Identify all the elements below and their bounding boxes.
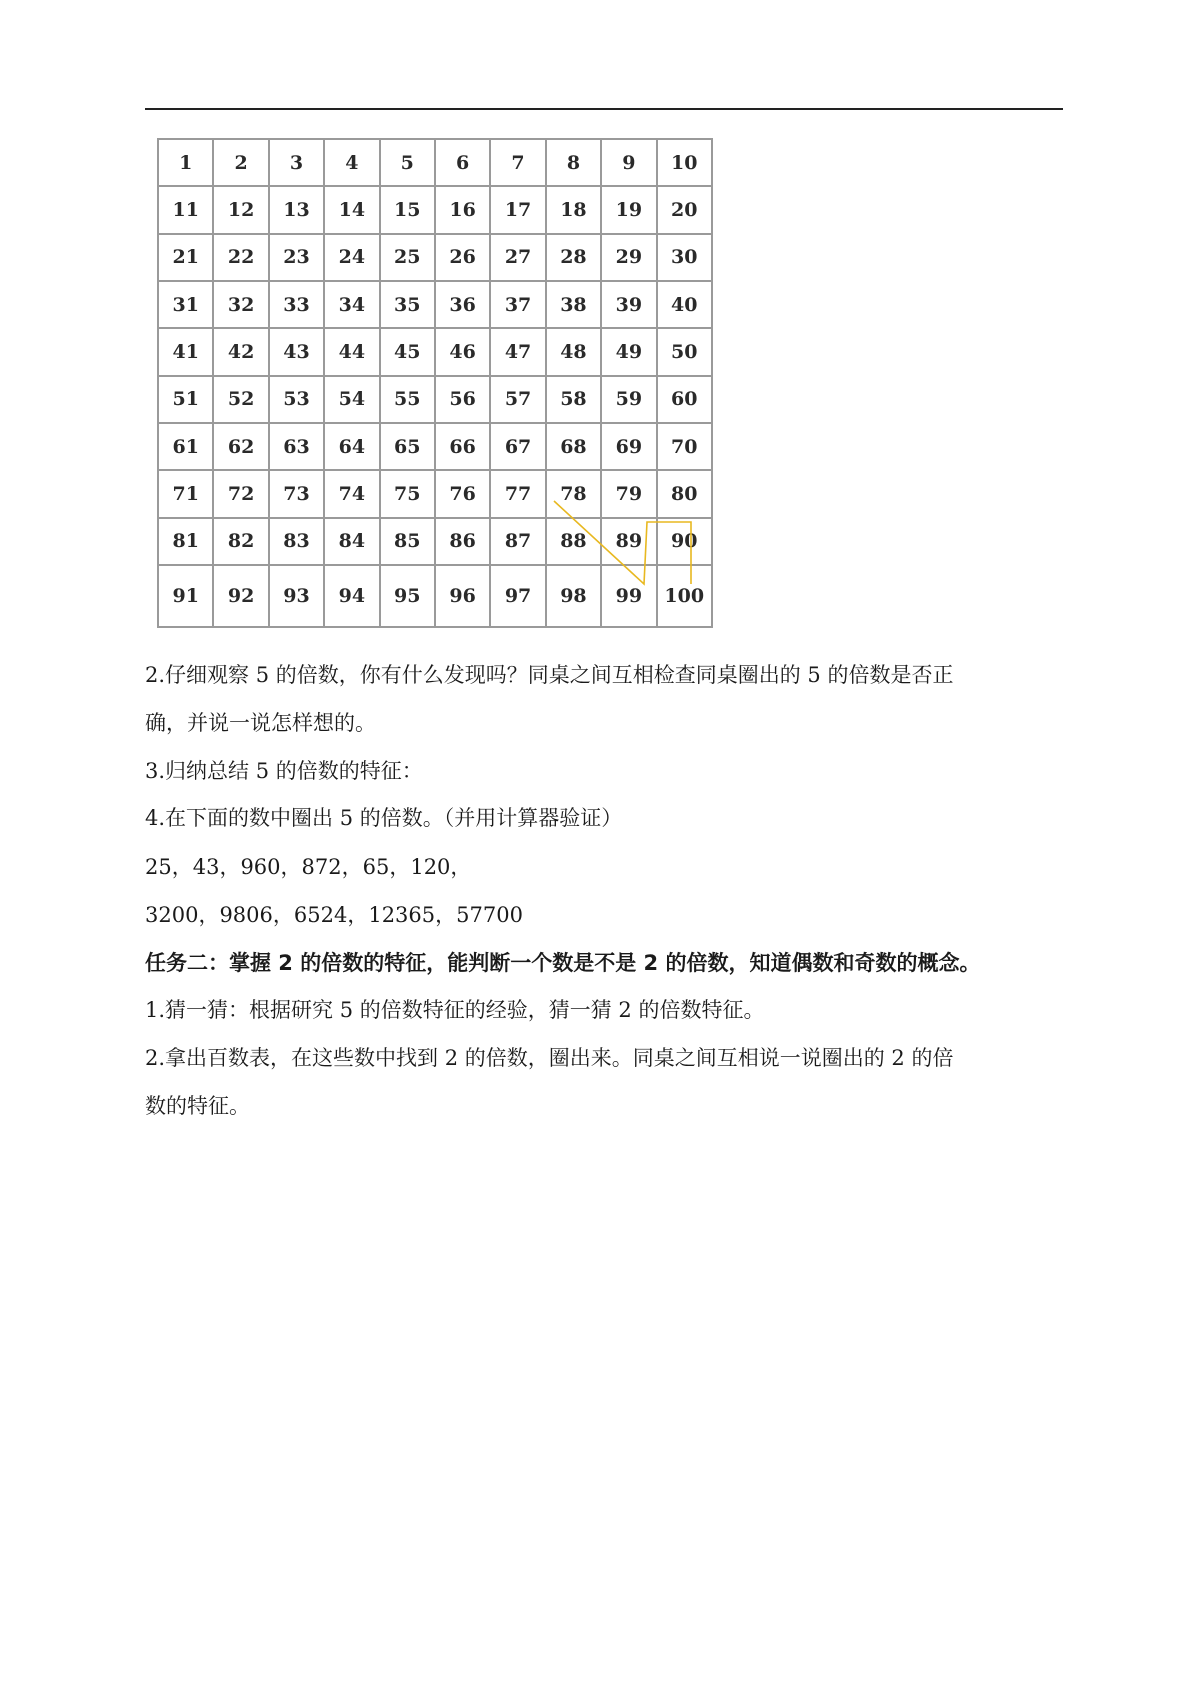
table-row: [158, 139, 712, 186]
table-cell: 53: [269, 376, 324, 423]
table-cell: 11: [158, 186, 213, 233]
table-cell: 51: [158, 376, 213, 423]
table-cell: 23: [269, 234, 324, 281]
table-cell: 48: [546, 328, 601, 375]
table-cell: 84: [324, 518, 379, 565]
table-cell: 61: [158, 423, 213, 470]
table-row: [158, 376, 712, 423]
table-cell: 41: [158, 328, 213, 375]
table-cell: 13: [269, 186, 324, 233]
table-cell: 22: [213, 234, 268, 281]
table-cell: 99: [601, 565, 656, 627]
table-cell: 5: [380, 139, 435, 186]
table-cell: 75: [380, 470, 435, 517]
table-cell: 14: [324, 186, 379, 233]
table-cell: 81: [158, 518, 213, 565]
table-cell: 56: [435, 376, 490, 423]
table-cell: 25: [380, 234, 435, 281]
table-row: [158, 470, 712, 517]
table-cell: 86: [435, 518, 490, 565]
table-cell: 63: [269, 423, 324, 470]
table-cell: 78: [546, 470, 601, 517]
table-cell: 71: [158, 470, 213, 517]
table-cell: 87: [490, 518, 545, 565]
table-cell: 21: [158, 234, 213, 281]
table-cell: 58: [546, 376, 601, 423]
table-cell: 8: [546, 139, 601, 186]
numbers-line-1: 25，43，960，872，65，120，: [145, 855, 472, 879]
table-row: [158, 234, 712, 281]
table-row: [158, 281, 712, 328]
table-cell: 9: [601, 139, 656, 186]
table-cell: 46: [435, 328, 490, 375]
table-cell: 97: [490, 565, 545, 627]
table-cell: 38: [546, 281, 601, 328]
table-cell: 2: [213, 139, 268, 186]
table-cell: 10: [657, 139, 712, 186]
table-cell: 64: [324, 423, 379, 470]
table-cell: 65: [380, 423, 435, 470]
table-cell: 34: [324, 281, 379, 328]
table-cell: 50: [657, 328, 712, 375]
table-cell: 67: [490, 423, 545, 470]
task-2-heading: 任务二：掌握 2 的倍数的特征，能判断一个数是不是 2 的倍数，知道偶数和奇数的概念。: [145, 951, 981, 975]
hundred-table: [157, 138, 713, 628]
table-row: [158, 565, 712, 627]
table-cell: 68: [546, 423, 601, 470]
table-cell: 40: [657, 281, 712, 328]
table-cell: 90: [657, 518, 712, 565]
table-cell: 15: [380, 186, 435, 233]
table-cell: 30: [657, 234, 712, 281]
table-cell: 33: [269, 281, 324, 328]
table-cell: 18: [546, 186, 601, 233]
table-row: [158, 186, 712, 233]
table-cell: 59: [601, 376, 656, 423]
table-cell: 28: [546, 234, 601, 281]
table-cell: 89: [601, 518, 656, 565]
table-cell: 72: [213, 470, 268, 517]
table-cell: 39: [601, 281, 656, 328]
table-cell: 52: [213, 376, 268, 423]
table-cell: 100: [657, 565, 712, 627]
table-cell: 4: [324, 139, 379, 186]
table-cell: 37: [490, 281, 545, 328]
table-cell: 69: [601, 423, 656, 470]
table-cell: 12: [213, 186, 268, 233]
table-cell: 96: [435, 565, 490, 627]
table-cell: 20: [657, 186, 712, 233]
table-cell: 55: [380, 376, 435, 423]
table-cell: 76: [435, 470, 490, 517]
table-cell: 43: [269, 328, 324, 375]
task-2-item-1: 1.猜一猜：根据研究 5 的倍数特征的经验，猜一猜 2 的倍数特征。: [145, 998, 765, 1022]
table-cell: 17: [490, 186, 545, 233]
table-cell: 92: [213, 565, 268, 627]
table-cell: 91: [158, 565, 213, 627]
table-cell: 49: [601, 328, 656, 375]
table-cell: 35: [380, 281, 435, 328]
table-cell: 62: [213, 423, 268, 470]
table-cell: 57: [490, 376, 545, 423]
table-cell: 85: [380, 518, 435, 565]
table-cell: 45: [380, 328, 435, 375]
header-rule: [145, 108, 1063, 110]
table-cell: 94: [324, 565, 379, 627]
table-cell: 93: [269, 565, 324, 627]
table-cell: 7: [490, 139, 545, 186]
table-cell: 83: [269, 518, 324, 565]
table-cell: 70: [657, 423, 712, 470]
table-row: [158, 328, 712, 375]
table-cell: 80: [657, 470, 712, 517]
paragraph-2-line-2: 确，并说一说怎样想的。: [145, 711, 376, 735]
table-cell: 88: [546, 518, 601, 565]
task-2-item-2-line-2: 数的特征。: [145, 1094, 250, 1118]
table-cell: 60: [657, 376, 712, 423]
table-row: [158, 518, 712, 565]
table-row: [158, 423, 712, 470]
numbers-line-2: 3200，9806，6524，12365，57700: [145, 903, 523, 927]
table-cell: 24: [324, 234, 379, 281]
task-2-item-2-line-1: 2.拿出百数表，在这些数中找到 2 的倍数，圈出来。同桌之间互相说一说圈出的 2 的倍: [145, 1046, 954, 1070]
table-cell: 16: [435, 186, 490, 233]
table-cell: 79: [601, 470, 656, 517]
table-cell: 32: [213, 281, 268, 328]
paragraph-3: 3.归纳总结 5 的倍数的特征：: [145, 759, 423, 783]
table-cell: 36: [435, 281, 490, 328]
table-cell: 19: [601, 186, 656, 233]
table-cell: 44: [324, 328, 379, 375]
table-cell: 1: [158, 139, 213, 186]
table-cell: 26: [435, 234, 490, 281]
table-cell: 82: [213, 518, 268, 565]
table-cell: 42: [213, 328, 268, 375]
paragraph-2-line-1: 2.仔细观察 5 的倍数，你有什么发现吗？同桌之间互相检查同桌圈出的 5 的倍数是否正: [145, 663, 954, 687]
table-cell: 54: [324, 376, 379, 423]
table-cell: 3: [269, 139, 324, 186]
paragraph-4: 4.在下面的数中圈出 5 的倍数。（并用计算器验证）: [145, 806, 623, 830]
table-cell: 47: [490, 328, 545, 375]
table-cell: 66: [435, 423, 490, 470]
table-cell: 98: [546, 565, 601, 627]
table-cell: 74: [324, 470, 379, 517]
table-cell: 73: [269, 470, 324, 517]
table-cell: 77: [490, 470, 545, 517]
table-cell: 95: [380, 565, 435, 627]
hundred-chart: [157, 138, 713, 628]
table-cell: 27: [490, 234, 545, 281]
table-cell: 6: [435, 139, 490, 186]
table-cell: 31: [158, 281, 213, 328]
table-cell: 29: [601, 234, 656, 281]
